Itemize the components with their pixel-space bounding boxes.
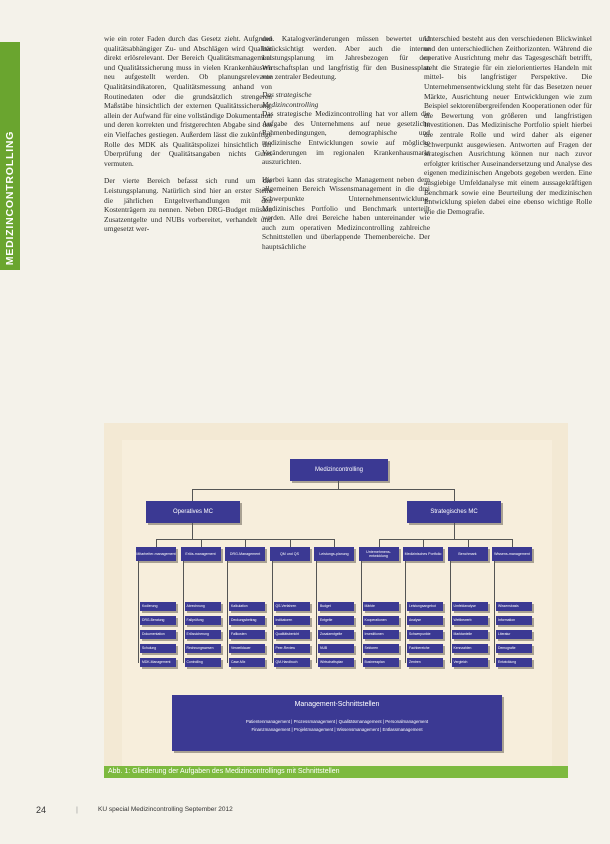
connector-line [454, 523, 455, 539]
root-label: Medizincontrolling [314, 467, 364, 473]
connector-line [334, 539, 335, 547]
category-item: Marktanteile [452, 630, 488, 639]
figure-caption: Abb. 1: Gliederung der Aufgaben des Medizincontrollings mit Schnittstellen [104, 766, 568, 778]
paragraph: Unterschied besteht aus den verschiedenen Blickwinkel und den unterschiedlichen Zeithorizonten. Während die operative Ausrichtung mehr das Tagesgeschäft betrifft, steht die Strategie für ein zielorientiertes Handeln mit mittel- bis langfristiger Perspektive. Die Unternehmensentwicklung steht für das Besetzen neuer Märkte, Ausrichtung neuer Entwicklungen wie zum Beispiel sektorenübergreifenden Kooperationen oder für die Bewertung von größeren und langfristigen Investitionen. Das Medizinische Portfolio spielt hierbei die zentrale Rolle und wird daher als eigener Schwerpunkt ausgewiesen. Antworten auf Fragen der strategischen Ausrichtung können nur nach zuvor erfolgter kritischer Auseinandersetzung und Analyse des eigenen medizinischen Angebots gegeben werden. Eine ausgiebige Umfeldanalyse mit einem aussagekräftigen Benchmark sowie eine Beurteilung der medizinischen Entwicklung spielen dabei eine ebenso wichtige Rolle wie die Demografie. [424, 34, 592, 216]
connector-line [272, 561, 273, 663]
management-title: Management-Schnittstellen [294, 701, 380, 708]
connector-line [192, 523, 193, 539]
category-item: Kalkulation [229, 602, 265, 611]
category-item: QM-Handbuch [274, 658, 310, 667]
category-item: Zusatzentgelte [318, 630, 354, 639]
footer-separator: | [76, 805, 78, 814]
connector-line [183, 561, 184, 663]
connector-line [201, 539, 202, 547]
category-item: Märkte [363, 602, 399, 611]
category-item: Sektoren [363, 644, 399, 653]
paragraph: Das strategische Medizincontrolling hat vor allem die Aufgabe des Unternehmens auf neue gesetzliche Rahmenbedingungen, demographische und medizinische Entwicklungen sowie auf mögliche Veränderungen im regionalen Krankenhausmarkt auszurichten. [262, 109, 430, 167]
subheading: Medizincontrolling [262, 99, 319, 109]
category-item: QS-Verfahren [274, 602, 310, 611]
page-footer [36, 805, 570, 817]
category-item: Dokumentation [140, 630, 176, 639]
category-item: Information [496, 616, 532, 625]
category-item: Umfeldanalyse [452, 602, 488, 611]
text-column-2 [262, 34, 430, 259]
category-item: Qualitätsbericht [274, 630, 310, 639]
category-item: Businessplan [363, 658, 399, 667]
category-box: Leistungs-planung [314, 547, 354, 561]
management-box [172, 695, 502, 751]
category-item: Erlössicherung [185, 630, 221, 639]
category-item: Leistungsangebot [407, 602, 443, 611]
category-item: Entwicklung [496, 658, 532, 667]
category-box: Benchmark [448, 547, 488, 561]
category-item: Fachbereiche [407, 644, 443, 653]
category-item: NUB [318, 644, 354, 653]
category-item: Peer-Review [274, 644, 310, 653]
paragraph: Hierbei kann das strategische Management neben dem allgemeinen Bereich Wissensmanagement in die drei Schwerpunkte Unternehmensentwicklung, Medizinisches Portfolio und Benchmark unterteilt werden. Alle drei Bereiche haben untereinander wie auch zum operativen Medizincontrolling zahlreiche Schnittstellen und überlappende Themenbereiche. Der hauptsächliche [262, 174, 430, 251]
text-column-3 [424, 34, 592, 224]
category-item: Fallprüfung [185, 616, 221, 625]
category-item: Wettbewerb [452, 616, 488, 625]
text-column-1 [104, 34, 272, 242]
connector-line [192, 489, 455, 490]
strategisch-label: Strategisches MC [430, 509, 478, 515]
category-item: Entgelte [318, 616, 354, 625]
category-item: Kodierung [140, 602, 176, 611]
connector-line [512, 539, 513, 547]
category-box: Medizinisches Portfolio [403, 547, 443, 561]
management-line: Patientenmanagement | Prozessmanagement | Qualitätsmanagement | Personalmanagement [245, 719, 429, 724]
subheading: Das strategische [262, 89, 312, 99]
connector-line [227, 561, 228, 663]
category-item: Fallkosten [229, 630, 265, 639]
strategisch-box [407, 501, 501, 523]
category-item: DRG-Beratung [140, 616, 176, 625]
connector-line [450, 561, 451, 663]
connector-line [192, 489, 193, 501]
connector-line [423, 539, 424, 547]
connector-line [338, 481, 339, 489]
category-box: Mitarbeiter-management [136, 547, 176, 561]
category-item: Budget [318, 602, 354, 611]
connector-line [379, 539, 513, 540]
connector-line [316, 561, 317, 663]
category-box: QM und QS [270, 547, 310, 561]
org-chart [122, 440, 552, 775]
category-item: Investitionen [363, 630, 399, 639]
connector-line [138, 561, 139, 663]
category-item: Indikatoren [274, 616, 310, 625]
connector-line [468, 539, 469, 547]
category-item: Controlling [185, 658, 221, 667]
category-item: Kooperationen [363, 616, 399, 625]
section-label: MEDIZINCONTROLLING [4, 130, 16, 266]
connector-line [156, 539, 157, 547]
paragraph: wie ein roter Faden durch das Gesetz zieht. Aufgrund qualitätsabhängiger Zu- und Abschlägen wird Qualität direkt erlösrelevant. Der Bereich Qualitätsmanagement und Qualitätssicherung muss in vielen Krankenhäusern neu aufgestellt werden. Ob planungsrelevante Qualitätsindikatoren, Qualitätsmessung anhand von Routinedaten oder die grundsätzlich strengeren Maßstäbe hinsichtlich der externen Qualitätssicherung, allein der Aufwand für eine vollständige Dokumentation und deren korrekten und fristgerechten Abgabe sind um ein Vielfaches gestiegen. Außerdem lässt die zukünftige Rolle des MDK als Qualitätspolizei hinsichtlich der Überprüfung der Qualitätsangaben nichts Gutes vermuten. [104, 34, 272, 168]
category-item: Zentren [407, 658, 443, 667]
category-item: Wirtschaftsplan [318, 658, 354, 667]
category-box: DRG-Management [225, 547, 265, 561]
operativ-box [146, 501, 240, 523]
category-item: Kennzahlen [452, 644, 488, 653]
connector-line [290, 539, 291, 547]
category-box: Wissens-management [492, 547, 532, 561]
page-number: 24 [36, 805, 47, 815]
connector-line [245, 539, 246, 547]
connector-line [361, 561, 362, 663]
category-box: Unternehmens-entwicklung [359, 547, 399, 561]
category-item: Case-Mix [229, 658, 265, 667]
footer-publication: KU special Medizincontrolling September 2012 [98, 806, 233, 813]
connector-line [454, 489, 455, 501]
category-item: Demografie [496, 644, 532, 653]
category-item: Abrechnung [185, 602, 221, 611]
management-line: Finanzmanagement | Projektmanagement | Wissensmanagement | Entlassmanagement [251, 727, 423, 732]
operativ-label: Operatives MC [172, 509, 213, 515]
category-item: Schulung [140, 644, 176, 653]
figure [104, 423, 568, 778]
category-item: Deckungsbeitrag [229, 616, 265, 625]
section-sidebar [0, 42, 20, 270]
category-item: Schwerpunkte [407, 630, 443, 639]
paragraph: Der vierte Bereich befasst sich rund um die Leistungsplanung. Natürlich sind hier an erster Stelle die jährlichen Entgeltverhandlungen mit den Kostenträgern zu nennen. Neben DRG-Budget müssen Zusatzentgelte und NUBs vorbereitet, verhandelt und umgesetzt wer- [104, 176, 272, 234]
category-item: Vergleich [452, 658, 488, 667]
connector-line [405, 561, 406, 663]
root-box [290, 459, 388, 481]
category-item: Wissensbasis [496, 602, 532, 611]
category-box: Erlös-management [181, 547, 221, 561]
connector-line [379, 539, 380, 547]
category-item: Rechnungswesen [185, 644, 221, 653]
category-item: Analyse [407, 616, 443, 625]
category-item: Verweildauer [229, 644, 265, 653]
connector-line [494, 561, 495, 663]
paragraph: den. Katalogveränderungen müssen bewertet und berücksichtigt werden. Aber auch die interne Leistungsplanung im Jahresbezogen für den Wirtschaftsplan und langfristig für den Businessplan von zentraler Bedeutung. [262, 34, 430, 82]
category-item: Literatur [496, 630, 532, 639]
category-item: MDK-Management [140, 658, 176, 667]
